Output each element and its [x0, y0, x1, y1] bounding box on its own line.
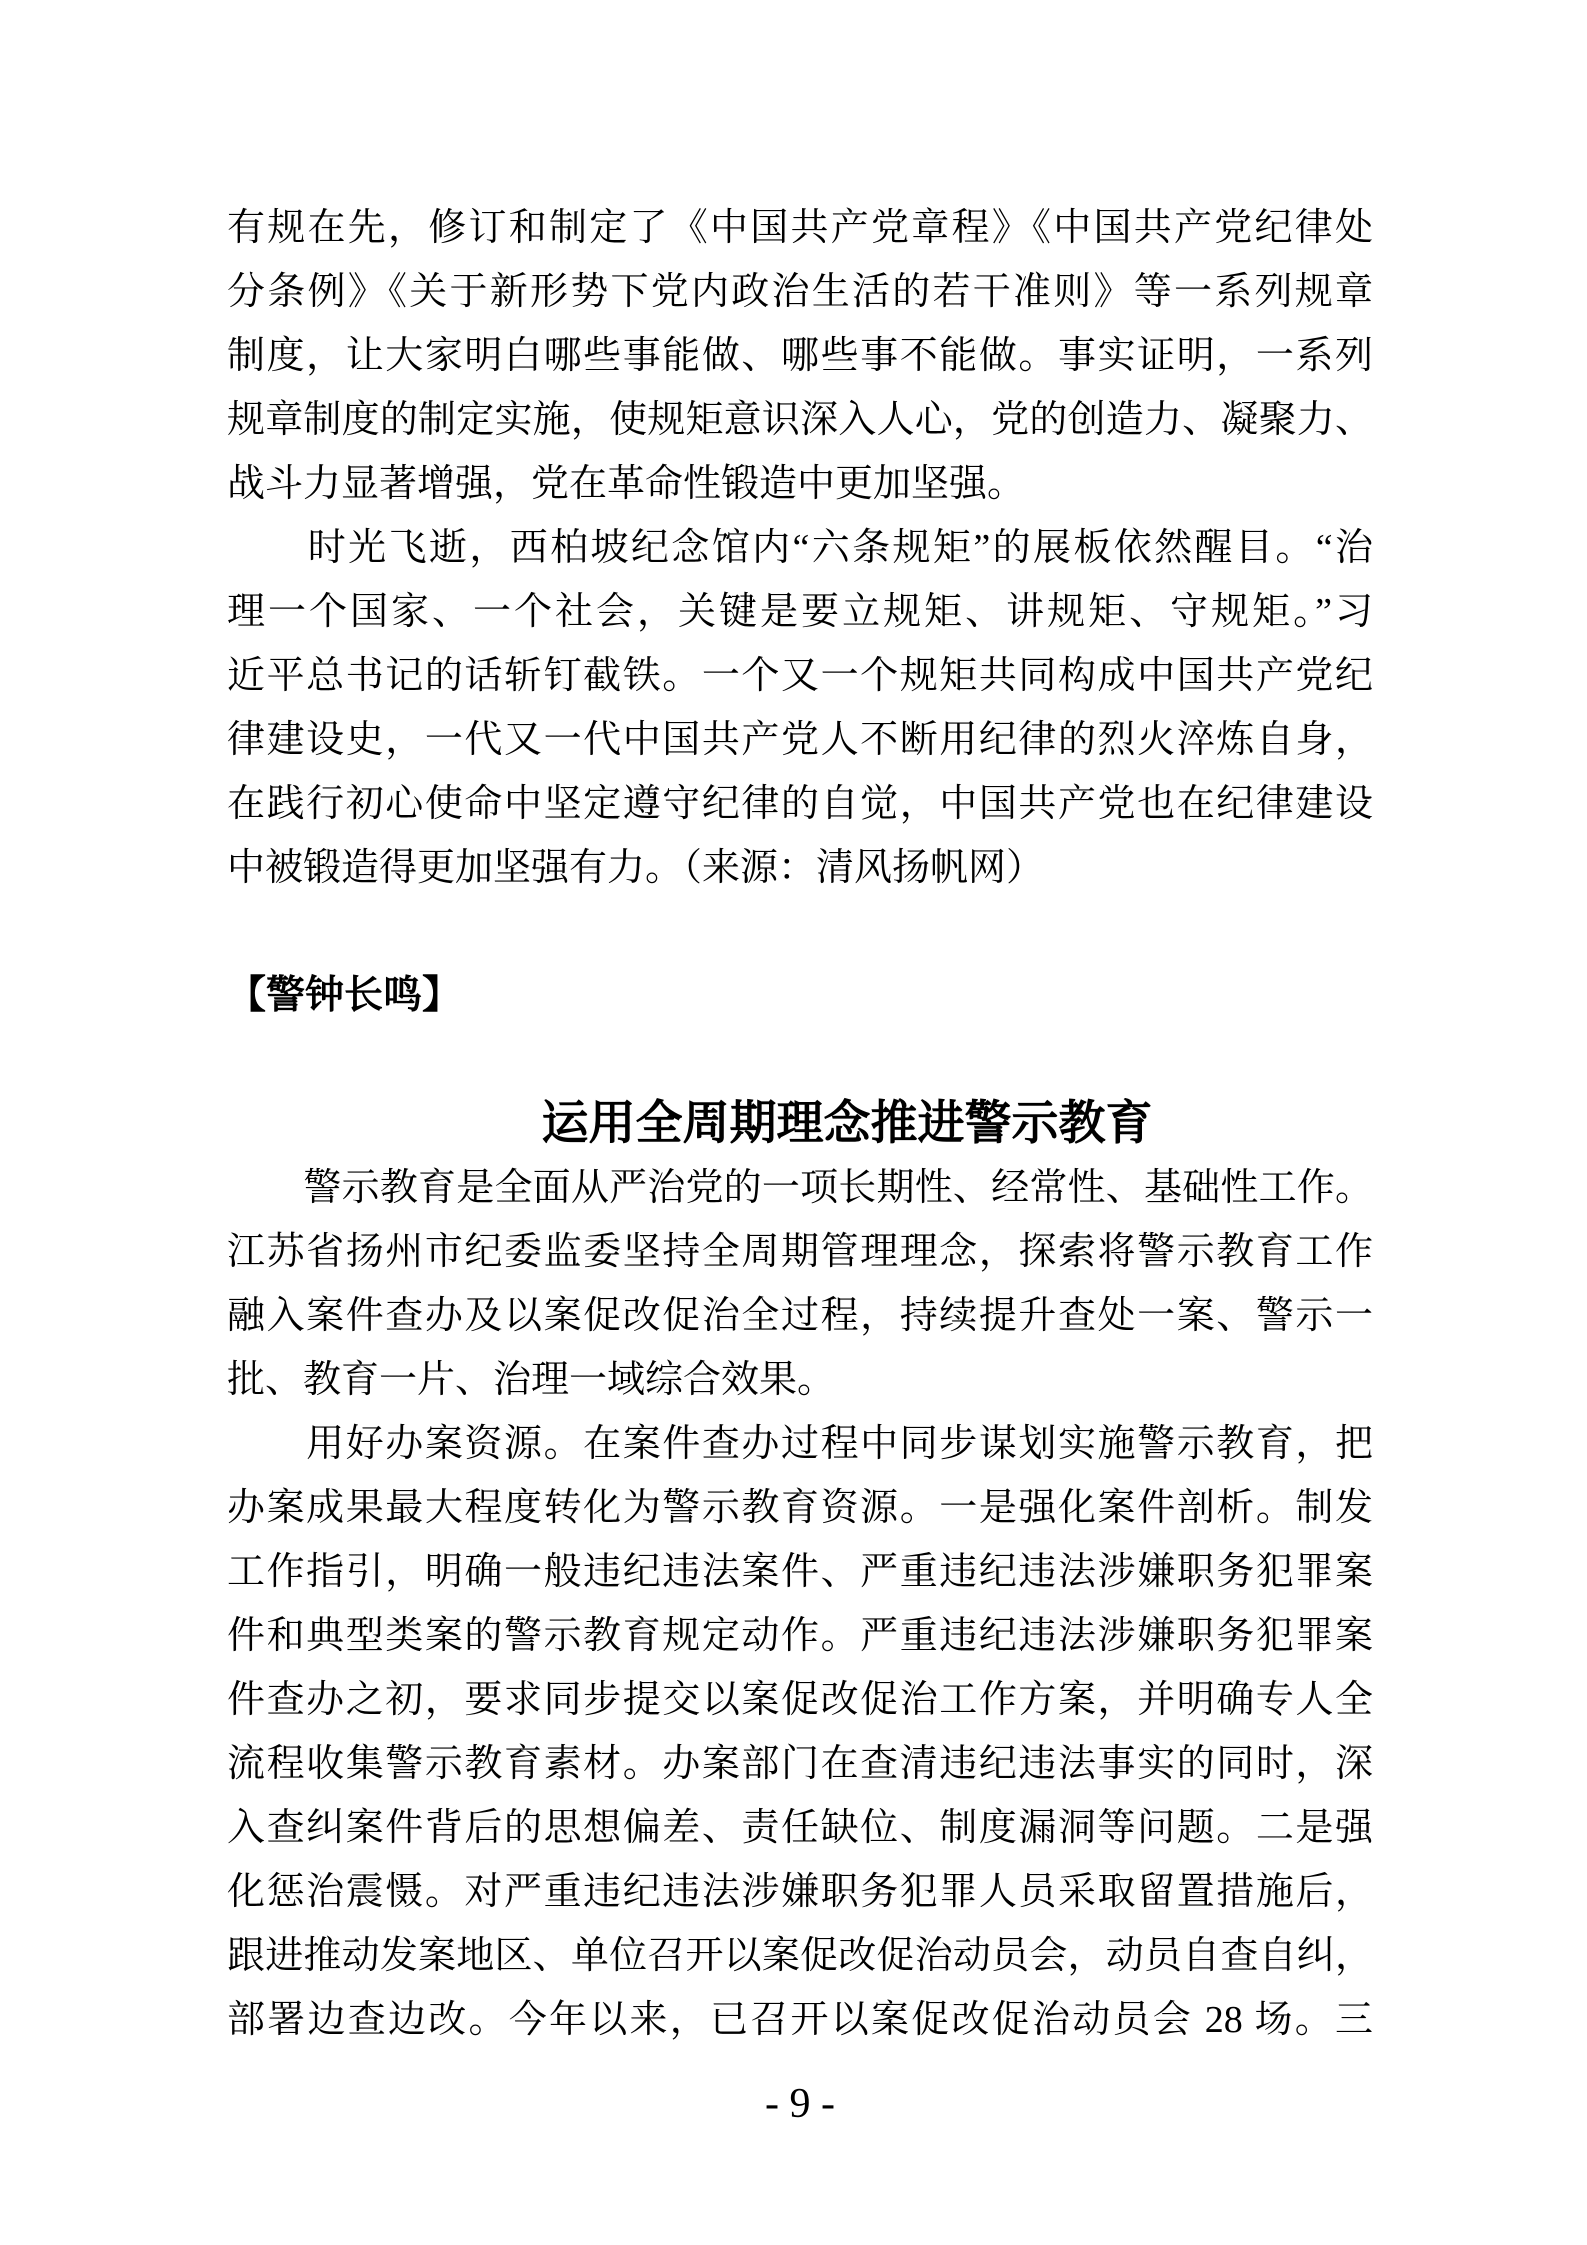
- text-line: 在践行初心使命中坚定遵守纪律的自觉，中国共产党也在纪律建设: [227, 783, 1373, 825]
- text-line: 部署边查边改。今年以来，已召开以案促改促治动员会 28 场。三: [227, 1999, 1373, 2041]
- text-line: 件和典型类案的警示教育规定动作。严重违纪违法涉嫌职务犯罪案: [227, 1615, 1373, 1657]
- text-line: 融入案件查办及以案促改促治全过程，持续提升查处一案、警示一: [227, 1295, 1373, 1337]
- text-line: 批、教育一片、治理一域综合效果。: [227, 1359, 836, 1401]
- article-title: 运用全周期理念推进警示教育: [541, 1098, 1153, 1150]
- text-line: 跟进推动发案地区、单位召开以案促改促治动员会，动员自查自纠，: [227, 1935, 1373, 1977]
- text-line: 流程收集警示教育素材。办案部门在查清违纪违法事实的同时，深: [227, 1743, 1373, 1785]
- text-line: 江苏省扬州市纪委监委坚持全周期管理理念，探索将警示教育工作: [227, 1231, 1373, 1273]
- text-line: 件查办之初，要求同步提交以案促改促治工作方案，并明确专人全: [227, 1679, 1373, 1721]
- text-line: 理一个国家、一个社会，关键是要立规矩、讲规矩、守规矩。”习: [227, 591, 1373, 633]
- text-line: 警示教育是全面从严治党的一项长期性、经常性、基础性工作。: [227, 1167, 1373, 1209]
- text-line: 用好办案资源。在案件查办过程中同步谋划实施警示教育，把: [227, 1423, 1373, 1465]
- text-line: 近平总书记的话斩钉截铁。一个又一个规矩共同构成中国共产党纪: [227, 655, 1373, 697]
- text-line: 中被锻造得更加坚强有力。（来源：清风扬帆网）: [227, 847, 1045, 889]
- text-line: 工作指引，明确一般违纪违法案件、严重违纪违法涉嫌职务犯罪案: [227, 1551, 1373, 1593]
- text-line: 分条例》《关于新形势下党内政治生活的若干准则》等一系列规章: [227, 271, 1373, 313]
- text-line: 办案成果最大程度转化为警示教育资源。一是强化案件剖析。制发: [227, 1487, 1373, 1529]
- text-line: 律建设史，一代又一代中国共产党人不断用纪律的烈火淬炼自身，: [227, 719, 1373, 761]
- article-warning-education-body: [227, 1156, 1373, 2052]
- text-line: 制度，让大家明白哪些事能做、哪些事不能做。事实证明，一系列: [227, 335, 1373, 377]
- text-line: 战斗力显著增强，党在革命性锻造中更加坚强。: [227, 463, 1026, 505]
- text-line: 时光飞逝，西柏坡纪念馆内“六条规矩”的展板依然醒目。“治: [227, 527, 1373, 569]
- section-heading: 【警钟长鸣】: [227, 974, 462, 1017]
- text-line: 化惩治震慑。对严重违纪违法涉嫌职务犯罪人员采取留置措施后，: [227, 1871, 1373, 1913]
- article-regulations-body: [227, 196, 1373, 900]
- text-line: 有规在先，修订和制定了《中国共产党章程》《中国共产党纪律处: [227, 207, 1373, 249]
- text-line: 入查纠案件背后的思想偏差、责任缺位、制度漏洞等问题。二是强: [227, 1807, 1373, 1849]
- page-number: - 9 -: [765, 2081, 835, 2127]
- text-line: 规章制度的制定实施，使规矩意识深入人心，党的创造力、凝聚力、: [227, 399, 1373, 441]
